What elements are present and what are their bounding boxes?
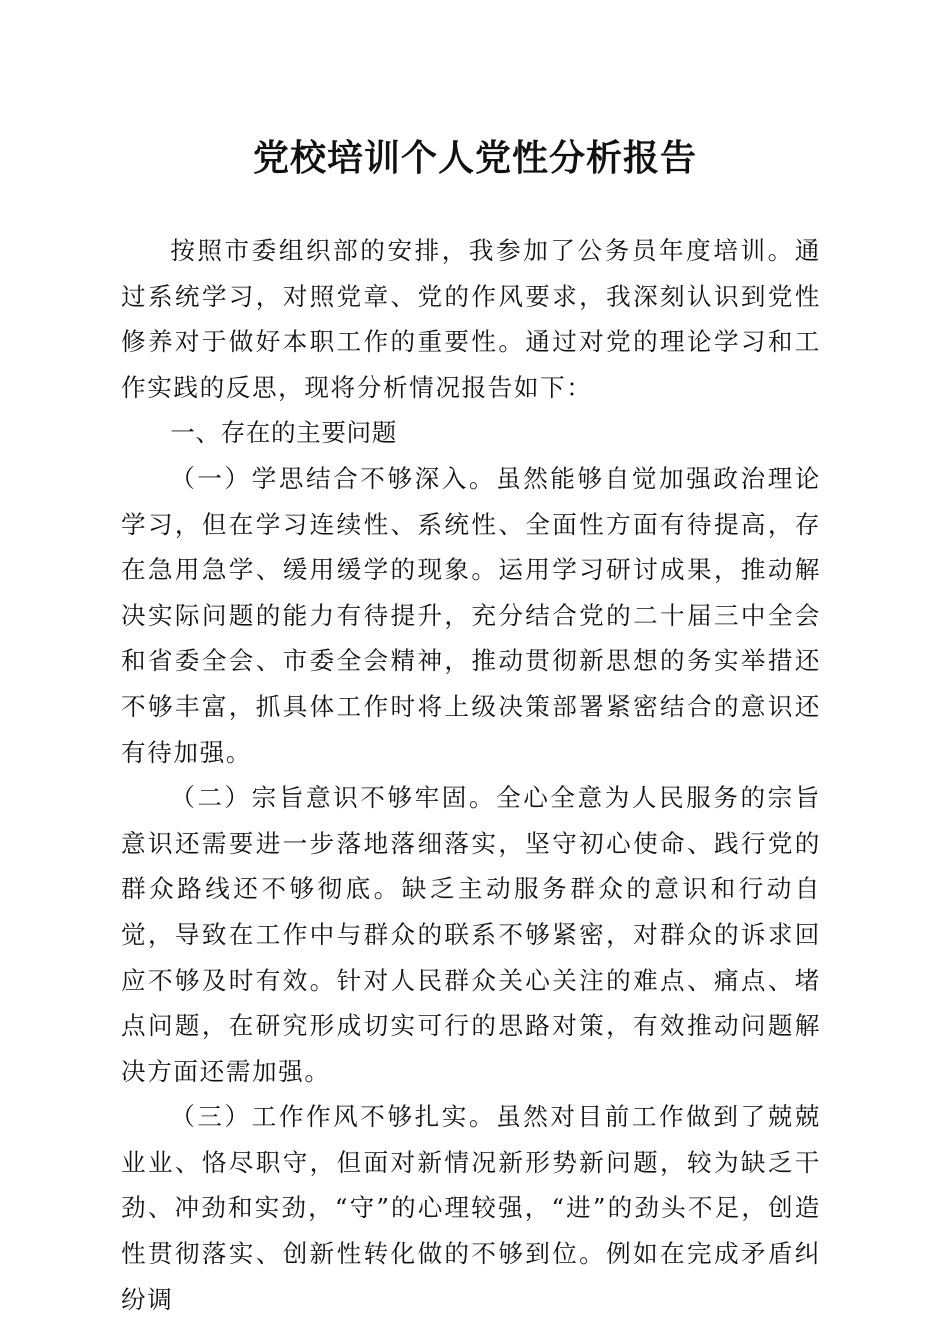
intro-paragraph: 按照市委组织部的安排，我参加了公务员年度培训。通过系统学习，对照党章、党的作风要求，我深刻认识到党性修养对于做好本职工作的重要性。通过对党的理论学习和工作实践的反思，现将分析情况报告如下： <box>121 236 821 402</box>
problem-3-text: 虽然对目前工作做到了兢兢业业、恪尽职守，但面对新情况新形势新问题，较为缺乏干劲、冲劲和实劲，“守”的心理较强，“进”的劲头不足，创造性贯彻落实、创新性转化做的不够到位。例如在完成矛盾纠纷调 <box>121 1102 822 1314</box>
problem-3-lead: （三）工作作风不够扎实。 <box>170 1102 497 1132</box>
problem-2-lead: （二）宗旨意识不够牢固。 <box>170 783 497 813</box>
problem-1-text: 虽然能够自觉加强政治理论学习，但在学习连续性、系统性、全面性方面有待提高，存在急用急学、缓用缓学的现象。运用学习研讨成果，推动解决实际问题的能力有待提升，充分结合党的二十届三中全会和省委全会、市委全会精神，推动贯彻新思想的务实举措还不够丰富，抓具体工作时将上级决策部署紧密结合的意识还有待加强。 <box>121 463 822 767</box>
problem-paragraph-3 <box>121 1094 821 1322</box>
problem-2-text: 全心全意为人民服务的宗旨意识还需要进一步落地落细落实，坚守初心使命、践行党的群众路线还不够彻底。缺乏主动服务群众的意识和行动自觉，导致在工作中与群众的联系不够紧密，对群众的诉求回应不够及时有效。针对人民群众关心关注的难点、痛点、堵点问题，在研究形成切实可行的思路对策，有效推动问题解决方面还需加强。 <box>121 783 822 1086</box>
problem-paragraph-2 <box>121 775 821 1094</box>
problem-paragraph-1 <box>121 456 821 775</box>
section-heading: 一、存在的主要问题 <box>170 418 397 448</box>
problem-1-lead: （一）学思结合不够深入。 <box>170 463 497 493</box>
document-body <box>121 228 821 1322</box>
document-title: 党校培训个人党性分析报告 <box>252 137 697 179</box>
